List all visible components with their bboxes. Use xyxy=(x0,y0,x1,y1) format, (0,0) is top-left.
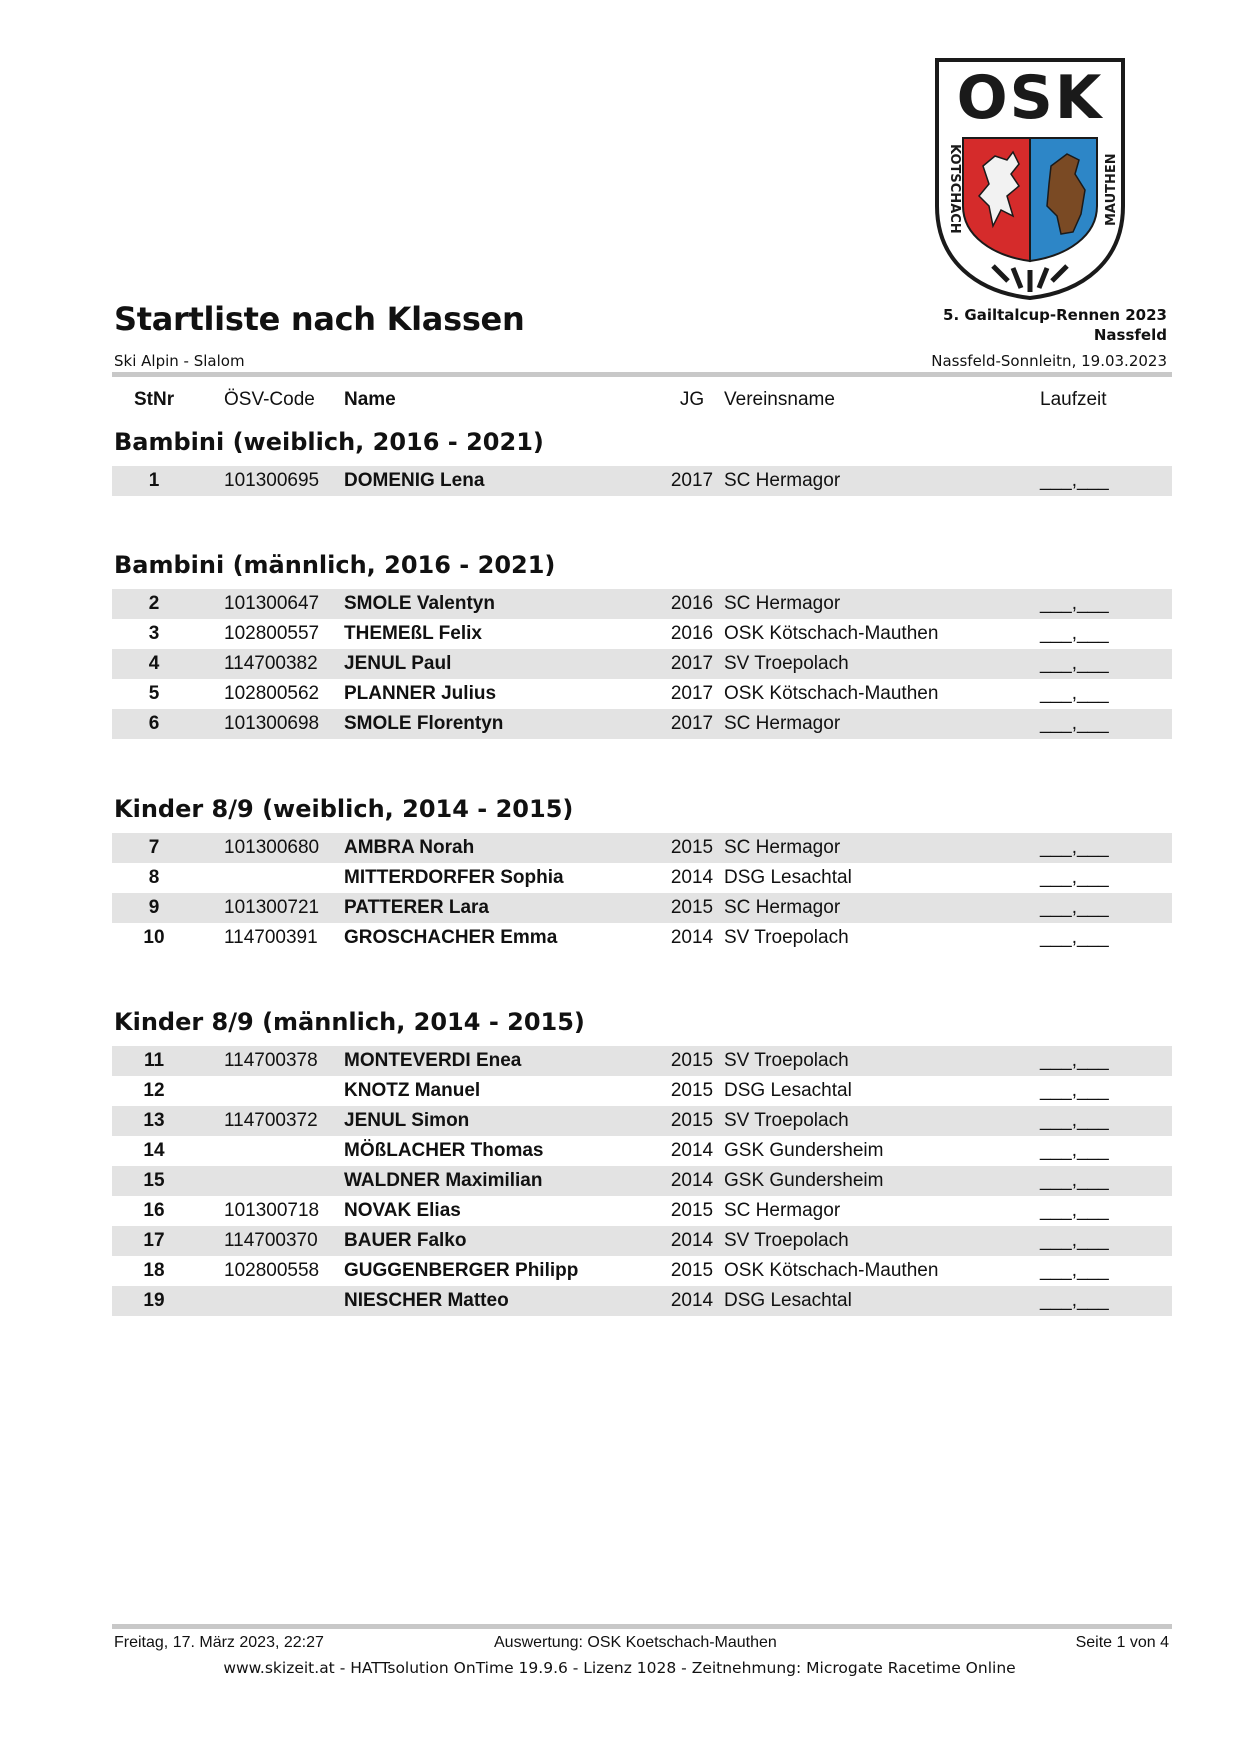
class-title: Kinder 8/9 (männlich, 2014 - 2015) xyxy=(114,1008,585,1036)
birth-year: 2016 xyxy=(670,623,714,644)
start-number: 13 xyxy=(143,1110,165,1131)
table-row xyxy=(112,1226,1172,1256)
athlete-name: NOVAK Elias xyxy=(344,1200,461,1221)
start-number: 8 xyxy=(148,867,160,888)
start-number: 19 xyxy=(143,1290,165,1311)
run-time-blank: ___,___ xyxy=(1040,897,1109,918)
run-time-blank: ___,___ xyxy=(1040,653,1109,674)
event-place: Nassfeld xyxy=(1093,326,1167,344)
start-number: 16 xyxy=(143,1200,165,1221)
birth-year: 2014 xyxy=(670,1170,714,1191)
start-number: 2 xyxy=(148,593,160,614)
club-name: SV Troepolach xyxy=(724,1110,849,1131)
osv-code: 101300695 xyxy=(224,470,320,491)
start-number: 10 xyxy=(143,927,165,948)
birth-year: 2014 xyxy=(670,1140,714,1161)
club-name: SV Troepolach xyxy=(724,927,849,948)
run-time-blank: ___,___ xyxy=(1040,927,1109,948)
athlete-name: SMOLE Florentyn xyxy=(344,713,504,734)
athlete-name: PLANNER Julius xyxy=(344,683,497,704)
run-time-blank: ___,___ xyxy=(1040,867,1109,888)
table-row xyxy=(112,709,1172,739)
table-row xyxy=(112,1046,1172,1076)
osv-code: 114700382 xyxy=(224,653,318,674)
birth-year: 2015 xyxy=(670,837,714,858)
club-name: DSG Lesachtal xyxy=(724,1080,852,1101)
table-row xyxy=(112,1286,1172,1316)
club-name: SC Hermagor xyxy=(724,470,841,491)
table-row xyxy=(112,833,1172,863)
table-row xyxy=(112,589,1172,619)
run-time-blank: ___,___ xyxy=(1040,1170,1109,1191)
osv-code: 101300721 xyxy=(224,897,320,918)
logo-letters: OSK xyxy=(956,63,1104,133)
osv-code: 114700378 xyxy=(224,1050,318,1071)
start-number: 1 xyxy=(148,470,160,491)
table-row xyxy=(112,1256,1172,1286)
club-name: SC Hermagor xyxy=(724,1200,841,1221)
athlete-name: GROSCHACHER Emma xyxy=(344,927,558,948)
club-name: OSK Kötschach-Mauthen xyxy=(724,683,939,704)
birth-year: 2014 xyxy=(670,1290,714,1311)
birth-year: 2015 xyxy=(670,1110,714,1131)
birth-year: 2017 xyxy=(670,713,714,734)
birth-year: 2015 xyxy=(670,1080,714,1101)
column-header-club: Vereinsname xyxy=(724,389,835,410)
club-name: GSK Gundersheim xyxy=(724,1140,884,1161)
table-row xyxy=(112,619,1172,649)
athlete-name: BAUER Falko xyxy=(344,1230,467,1251)
birth-year: 2016 xyxy=(670,593,714,614)
birth-year: 2017 xyxy=(670,470,714,491)
run-time-blank: ___,___ xyxy=(1040,1140,1109,1161)
osv-code: 101300647 xyxy=(224,593,320,614)
club-name: GSK Gundersheim xyxy=(724,1170,884,1191)
column-header-run-time: Laufzeit xyxy=(1040,389,1107,410)
start-number: 12 xyxy=(143,1080,165,1101)
start-number: 6 xyxy=(148,713,160,734)
osk-club-logo xyxy=(933,56,1127,300)
start-number: 3 xyxy=(148,623,160,644)
discipline-subtitle: Ski Alpin - Slalom xyxy=(114,352,245,370)
start-number: 5 xyxy=(148,683,160,704)
class-title: Bambini (männlich, 2016 - 2021) xyxy=(114,551,556,579)
run-time-blank: ___,___ xyxy=(1040,1200,1109,1221)
run-time-blank: ___,___ xyxy=(1040,1230,1109,1251)
table-row xyxy=(112,893,1172,923)
birth-year: 2014 xyxy=(670,927,714,948)
osv-code: 102800558 xyxy=(224,1260,320,1281)
osv-code: 101300698 xyxy=(224,713,320,734)
run-time-blank: ___,___ xyxy=(1040,593,1109,614)
club-name: SC Hermagor xyxy=(724,713,841,734)
table-row xyxy=(112,923,1172,953)
footer-page-number: Seite 1 von 4 xyxy=(1075,1634,1169,1651)
athlete-name: PATTERER Lara xyxy=(344,897,489,918)
table-row xyxy=(112,1196,1172,1226)
osv-code: 101300680 xyxy=(224,837,320,858)
start-number: 9 xyxy=(148,897,160,918)
osv-code: 101300718 xyxy=(224,1200,320,1221)
birth-year: 2014 xyxy=(670,867,714,888)
table-row xyxy=(112,1076,1172,1106)
birth-year: 2014 xyxy=(670,1230,714,1251)
start-number: 18 xyxy=(143,1260,165,1281)
club-name: DSG Lesachtal xyxy=(724,1290,852,1311)
birth-year: 2017 xyxy=(670,683,714,704)
column-header-row xyxy=(112,385,1172,415)
table-row xyxy=(112,1106,1172,1136)
run-time-blank: ___,___ xyxy=(1040,623,1109,644)
table-row xyxy=(112,649,1172,679)
run-time-blank: ___,___ xyxy=(1040,1290,1109,1311)
osv-code: 114700372 xyxy=(224,1110,318,1131)
club-name: SC Hermagor xyxy=(724,897,841,918)
athlete-name: MONTEVERDI Enea xyxy=(344,1050,522,1071)
table-row xyxy=(112,1136,1172,1166)
athlete-name: NIESCHER Matteo xyxy=(344,1290,509,1311)
start-number: 11 xyxy=(143,1050,165,1071)
column-header-name: Name xyxy=(344,389,396,410)
run-time-blank: ___,___ xyxy=(1040,683,1109,704)
event-name: 5. Gailtalcup-Rennen 2023 xyxy=(943,306,1167,324)
osv-code: 102800562 xyxy=(224,683,320,704)
athlete-name: JENUL Simon xyxy=(344,1110,470,1131)
start-number: 7 xyxy=(148,837,160,858)
column-header-stnr: StNr xyxy=(134,389,175,410)
athlete-name: GUGGENBERGER Philipp xyxy=(344,1260,579,1281)
footer-divider xyxy=(112,1624,1172,1629)
footer-print-date: Freitag, 17. März 2023, 22:27 xyxy=(114,1634,324,1651)
osv-code: 102800557 xyxy=(224,623,320,644)
birth-year: 2015 xyxy=(670,1260,714,1281)
logo-ring-right-text: MAUTHEN xyxy=(1104,153,1119,226)
column-header-osv-code: ÖSV-Code xyxy=(224,389,315,410)
table-row xyxy=(112,863,1172,893)
osv-code: 114700370 xyxy=(224,1230,318,1251)
club-name: DSG Lesachtal xyxy=(724,867,852,888)
athlete-name: KNOTZ Manuel xyxy=(344,1080,481,1101)
run-time-blank: ___,___ xyxy=(1040,1110,1109,1131)
table-row xyxy=(112,466,1172,496)
club-name: SC Hermagor xyxy=(724,837,841,858)
osv-code: 114700391 xyxy=(224,927,318,948)
class-title: Bambini (weiblich, 2016 - 2021) xyxy=(114,428,544,456)
athlete-name: WALDNER Maximilian xyxy=(344,1170,543,1191)
athlete-name: SMOLE Valentyn xyxy=(344,593,495,614)
start-number: 14 xyxy=(143,1140,165,1161)
club-name: OSK Kötschach-Mauthen xyxy=(724,1260,939,1281)
column-header-jg: JG xyxy=(679,389,705,410)
run-time-blank: ___,___ xyxy=(1040,1050,1109,1071)
run-time-blank: ___,___ xyxy=(1040,1260,1109,1281)
athlete-name: MÖßLACHER Thomas xyxy=(344,1140,544,1161)
run-time-blank: ___,___ xyxy=(1040,837,1109,858)
birth-year: 2015 xyxy=(670,1050,714,1071)
event-location-date: Nassfeld-Sonnleitn, 19.03.2023 xyxy=(931,352,1167,370)
club-name: OSK Kötschach-Mauthen xyxy=(724,623,939,644)
logo-ring-left-text: KÖTSCHACH xyxy=(947,144,962,234)
athlete-name: AMBRA Norah xyxy=(344,837,475,858)
class-title: Kinder 8/9 (weiblich, 2014 - 2015) xyxy=(114,795,574,823)
club-name: SV Troepolach xyxy=(724,653,849,674)
athlete-name: MITTERDORFER Sophia xyxy=(344,867,564,888)
run-time-blank: ___,___ xyxy=(1040,713,1109,734)
birth-year: 2015 xyxy=(670,897,714,918)
page-title: Startliste nach Klassen xyxy=(114,300,525,338)
run-time-blank: ___,___ xyxy=(1040,1080,1109,1101)
birth-year: 2017 xyxy=(670,653,714,674)
start-number: 4 xyxy=(148,653,160,674)
footer-evaluation: Auswertung: OSK Koetschach-Mauthen xyxy=(494,1634,777,1651)
table-row xyxy=(112,1166,1172,1196)
table-row xyxy=(112,679,1172,709)
athlete-name: DOMENIG Lena xyxy=(344,470,485,491)
footer-credits: www.skizeit.at - HATTsolution OnTime 19.9.6 - Lizenz 1028 - Zeitnehmung: Microgate Racetime Online xyxy=(223,1659,1016,1677)
header-divider xyxy=(112,372,1172,377)
run-time-blank: ___,___ xyxy=(1040,470,1109,491)
club-name: SV Troepolach xyxy=(724,1050,849,1071)
birth-year: 2015 xyxy=(670,1200,714,1221)
club-name: SV Troepolach xyxy=(724,1230,849,1251)
athlete-name: JENUL Paul xyxy=(344,653,452,674)
start-number: 15 xyxy=(143,1170,165,1191)
club-name: SC Hermagor xyxy=(724,593,841,614)
athlete-name: THEMEßL Felix xyxy=(344,623,482,644)
start-number: 17 xyxy=(143,1230,165,1251)
